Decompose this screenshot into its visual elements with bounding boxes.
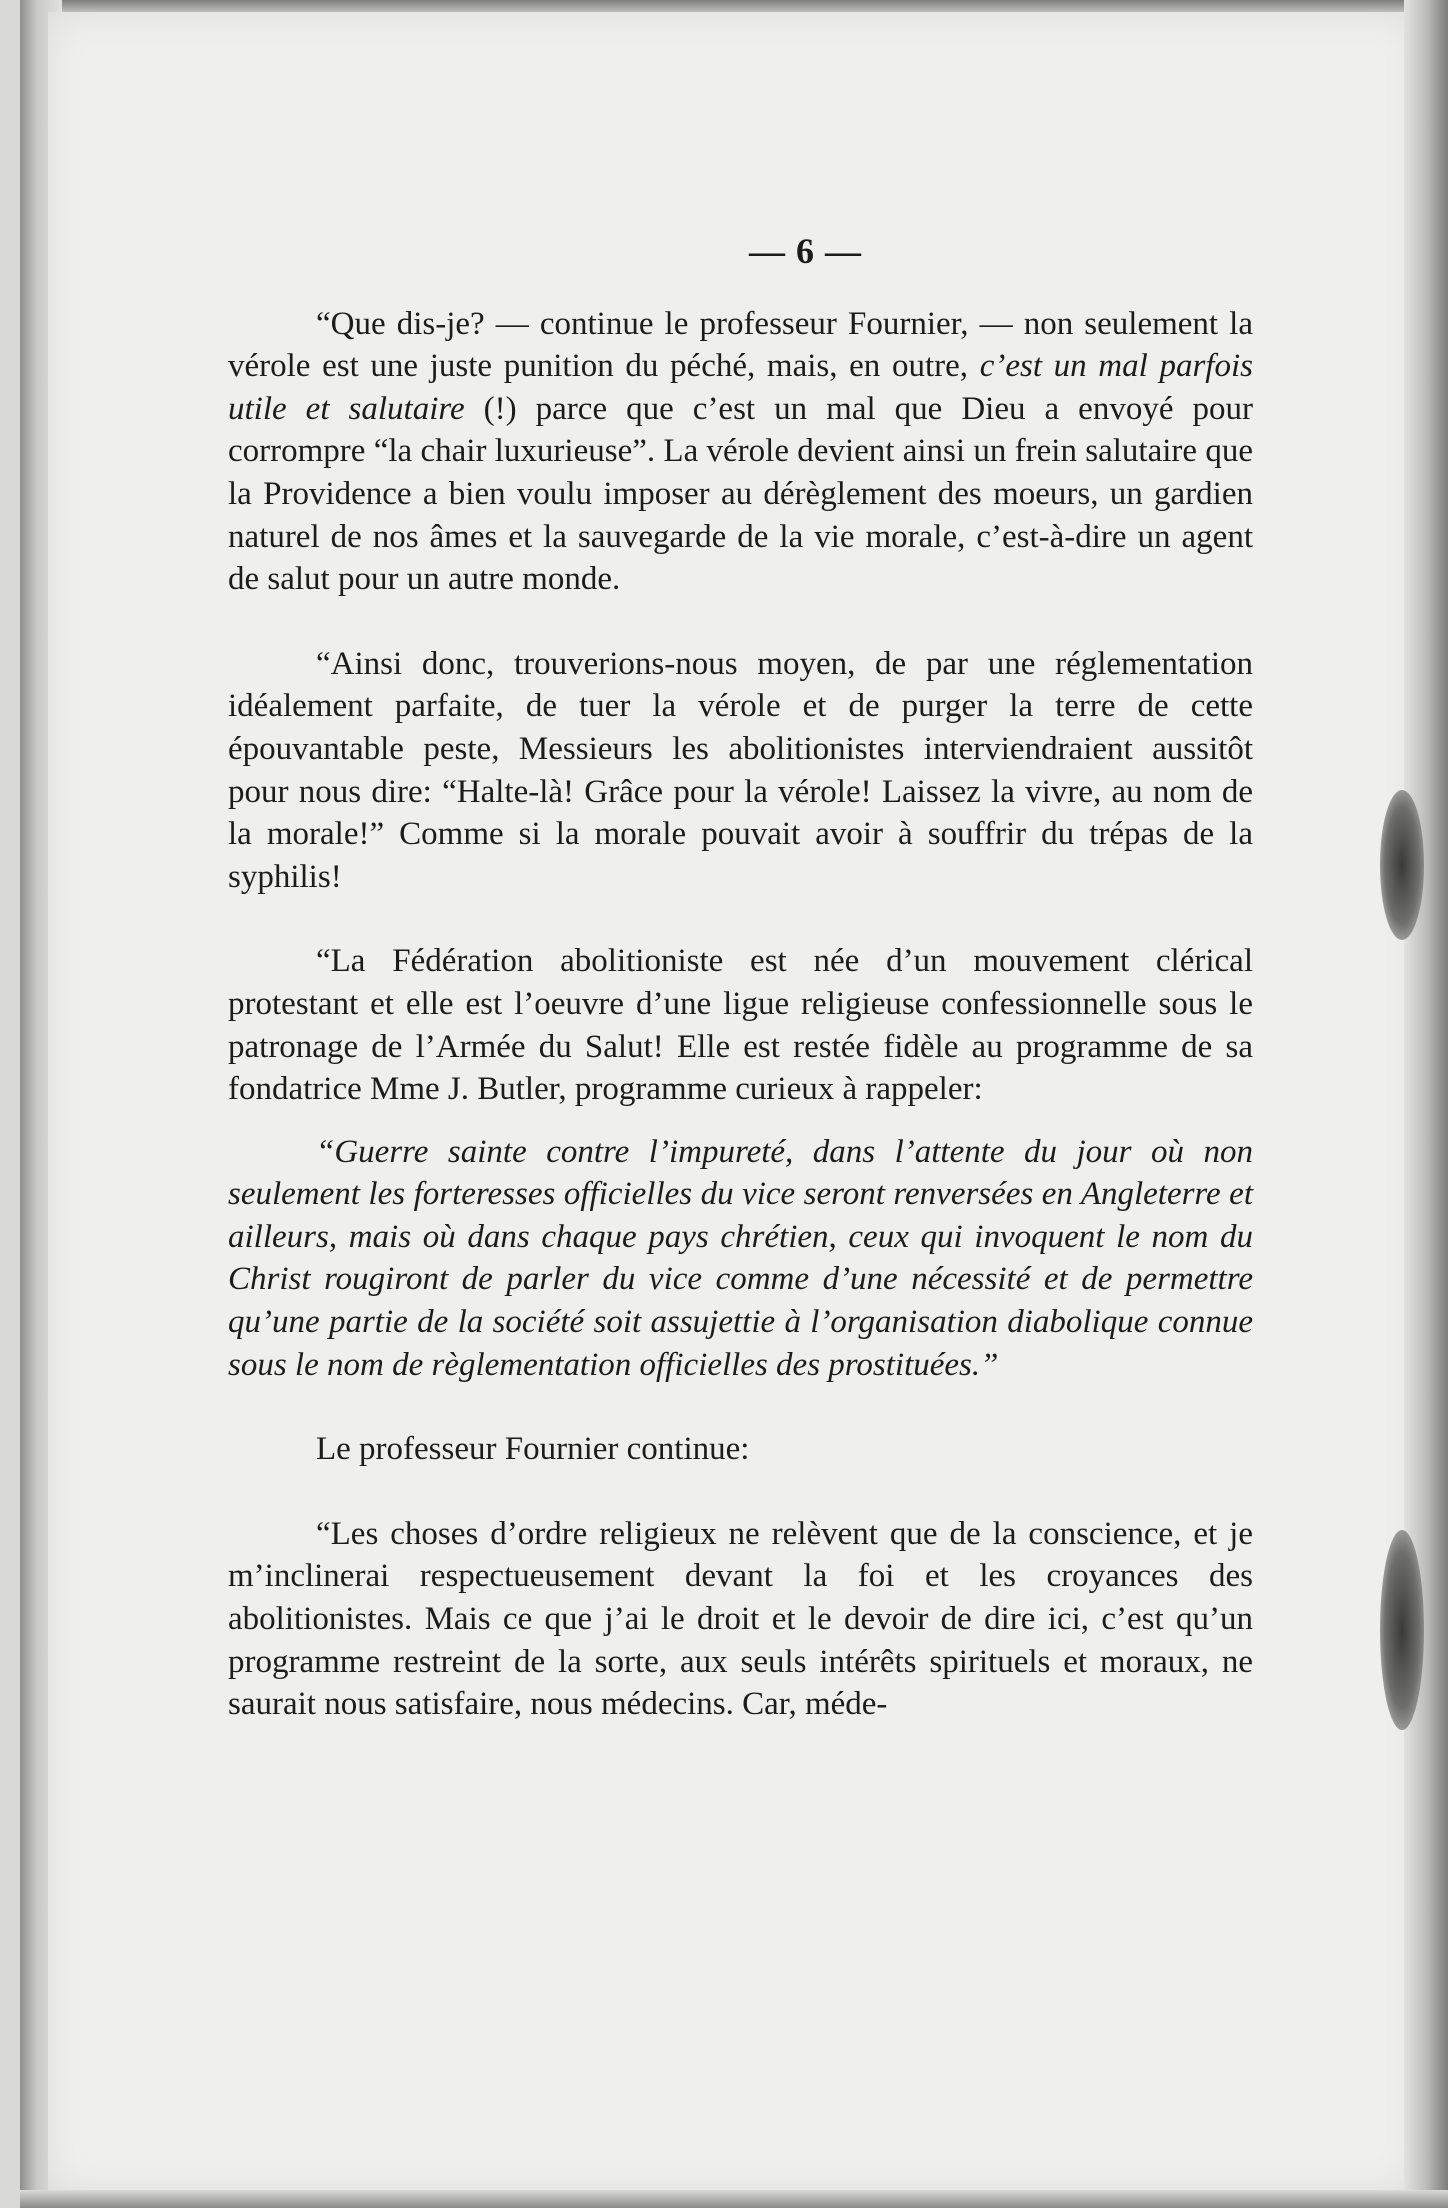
paragraph-1-end: (!) parce que c’est un mal que Dieu a envoyé pour corrompre “la chair luxurieuse”. La vérole devient ainsi un frein salutaire que la Providence a bien voulu imposer au dérèglement des moeurs, un gardien naturel de nos âmes et la sauvegarde de la vie morale, c’est-à-dire un agent de salut pour un autre monde. bbox=[228, 390, 1253, 598]
paragraph-1 bbox=[228, 303, 1253, 601]
ink-blot-upper bbox=[1380, 790, 1424, 940]
ink-blot-lower bbox=[1380, 1530, 1424, 1730]
paragraph-1-start: “Que dis-je? — continue le professeur Fournier, — non seulement la vérole est une juste punition du péché, mais, en outre, bbox=[228, 305, 1253, 385]
butler-quote: “Guerre sainte contre l’impureté, dans l’attente du jour où non seulement les forteresses officielles du vice seront renversées en Angleterre et ailleurs, mais où dans chaque pays chrétien, ceux qui invoquent le nom du Christ rougiront de parler du vice comme d’une nécessité et de permettre qu’une partie de la société soit assujettie à l’organisation diabolique connue sous le nom de règlementation officielles des prostituées.” bbox=[228, 1133, 1253, 1383]
paragraph-2: “Ainsi donc, trouverions-nous moyen, de par une réglementation idéalement parfaite, de tuer la vérole et de purger la terre de cette épouvantable peste, Messieurs les abolitionistes interviendraient aussitôt pour nous dire: “Halte-là! Grâce pour la vérole! Laissez la vivre, au nom de la morale!” Comme si la morale pouvait avoir à souffrir du trépas de la syphilis! bbox=[228, 645, 1253, 895]
paragraph-6: “Les choses d’ordre religieux ne relèvent que de la conscience, et je m’inclinerai respectueusement devant la foi et les croyances des abolitionistes. Mais ce que j’ai le droit et le devoir de dire ici, c’est qu’un programme restreint de la sorte, aux seuls intérêts spirituels et moraux, ne saurait nous satisfaire, nous médecins. Car, méde- bbox=[228, 1515, 1253, 1723]
scan-bottom-edge bbox=[20, 2190, 1448, 2208]
paragraph-1-emphasis: c’est un mal parfois utile et salutaire bbox=[228, 348, 1253, 427]
scan-right-edge bbox=[1404, 0, 1448, 2208]
paragraph-3: “La Fédération abolitioniste est née d’un mouvement clérical protestant et elle est l’oeuvre d’une ligue religieuse confessionnelle sous le patronage de l’Armée du Salut! Elle est restée fidèle au programme de sa fondatrice Mme J. Butler, programme curieux à rappeler: bbox=[228, 943, 1253, 1108]
page-text bbox=[228, 230, 1253, 1726]
paragraph-5: Le professeur Fournier continue: bbox=[316, 1431, 750, 1468]
page-number: — 6 — bbox=[749, 231, 862, 271]
